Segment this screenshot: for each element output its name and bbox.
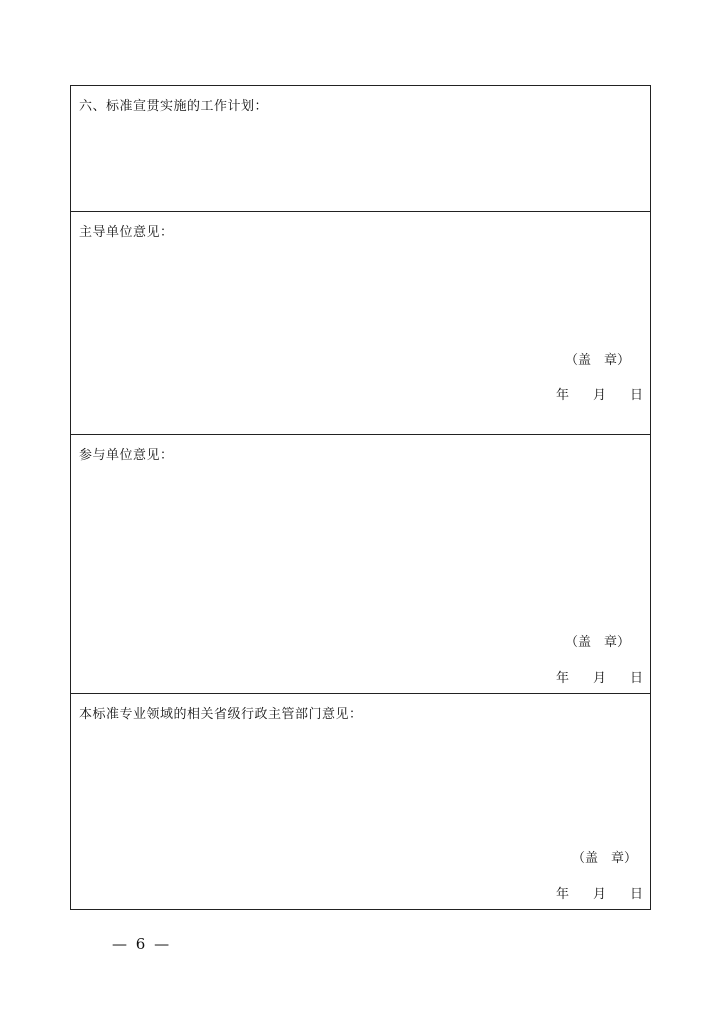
date-line [556,667,643,686]
opinion-form-table [70,85,651,910]
seal-close-text: 章） [603,635,630,650]
seal-placeholder [572,847,637,866]
date-month: 月 [592,388,606,403]
date-day: 日 [629,388,643,403]
lead-unit-opinion-label: 主导单位意见： [79,225,174,240]
date-year: 年 [555,671,569,686]
participating-unit-opinion-label: 参与单位意见： [79,448,174,463]
page-number: — 6 — [112,935,172,953]
seal-placeholder [565,631,630,650]
seal-open-text: （盖 [571,851,598,866]
seal-open-text: （盖 [564,635,591,650]
participating-unit-opinion-section [71,435,650,694]
provincial-department-opinion-label: 本标准专业领域的相关省级行政主管部门意见： [79,707,363,722]
date-line [556,384,643,403]
seal-placeholder [565,349,630,368]
date-day: 日 [629,887,643,902]
provincial-department-opinion-section [71,694,650,909]
seal-close-text: 章） [603,353,630,368]
implementation-plan-label: 六、标准宣贯实施的工作计划： [79,99,269,114]
date-day: 日 [629,671,643,686]
date-line [556,883,643,902]
seal-open-text: （盖 [564,353,591,368]
date-year: 年 [555,887,569,902]
implementation-plan-section [71,86,650,212]
date-month: 月 [592,671,606,686]
lead-unit-opinion-section [71,212,650,435]
date-year: 年 [555,388,569,403]
date-month: 月 [592,887,606,902]
seal-close-text: 章） [610,851,637,866]
